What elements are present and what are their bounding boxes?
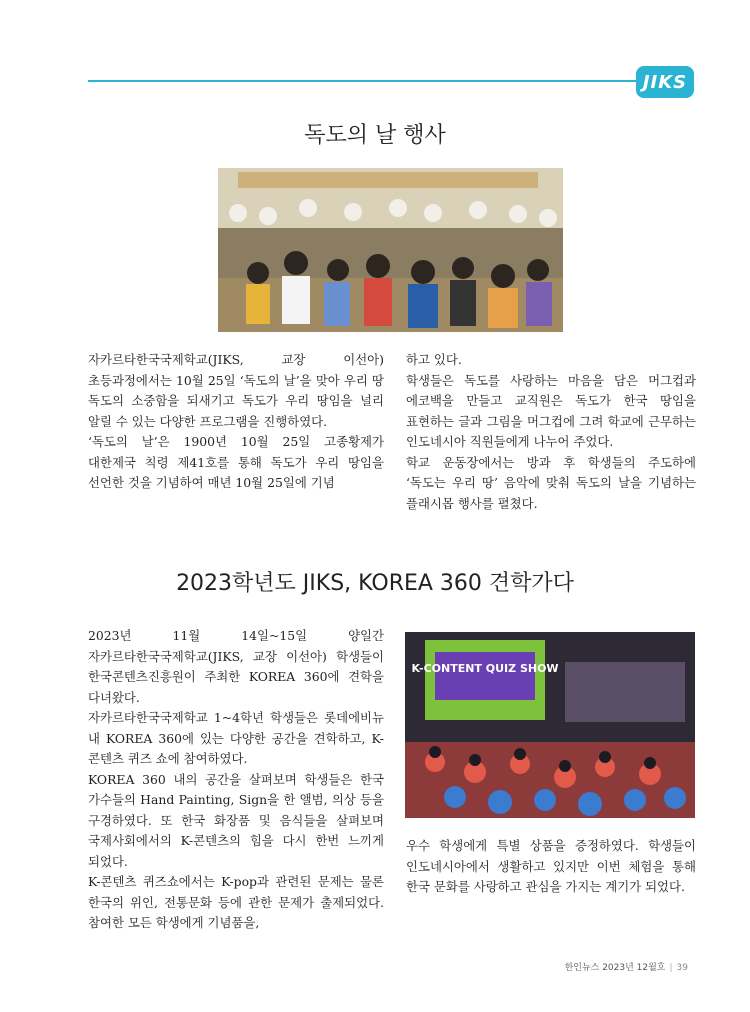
article2-title: 2023학년도 JIKS, KOREA 360 견학가다: [176, 571, 574, 596]
footer-divider: |: [669, 963, 673, 973]
paragraph: 우수 학생에게 특별 상품을 증정하였다. 학생들이 인도네시아에서 생활하고 있지만 이번 체험을 통해 한국 문화를 사랑하고 관심을 가지는 계기가 되었다.: [406, 838, 696, 894]
paragraph: 학생들은 독도를 사랑하는 마음을 담은 머그컵과 에코백을 만들고 교직원은 독도가 한국 땅임을 표현하는 글과 그림을 머그컵에 그려 학교에 근무하는 인도네시아 직원들에게 나누어 주었다.: [406, 372, 696, 449]
paragraph: 2023년 11월 14일~15일 양일간 자카르타한국국제학교(JIKS, 교장 이선아) 학생들이 한국콘텐츠진흥원이 주최한 KOREA 360에 견학을 다녀왔다.: [88, 628, 384, 705]
article1-column-left: [88, 350, 384, 494]
page-footer: [565, 960, 688, 973]
article2-column-right: [406, 836, 696, 898]
paragraph: 하고 있다.: [406, 352, 462, 367]
paragraph: KOREA 360 내의 공간을 살펴보며 학생들은 한국 가수들의 Hand Painting, Sign을 한 앨범, 의상 등을 구경하였다. 또 한국 화장품 및 음식들을 살펴보며 국제사회에서의 K-콘텐츠의 힘을 다시 한번 느끼게 되었다.: [88, 771, 384, 869]
article2-column-left: [88, 626, 384, 934]
paragraph: ‘독도의 날’은 1900년 10월 25일 고종황제가 대한제국 칙령 제41호를 통해 독도가 우리 땅임을 선언한 것을 기념하여 매년 10월 25일에 기념: [88, 434, 384, 490]
korea360-photo: [405, 632, 695, 818]
header-rule: [88, 80, 648, 82]
dokdo-day-photo: [218, 168, 563, 332]
article1-title: 독도의 날 행사: [304, 123, 446, 148]
paragraph: 학교 운동장에서는 방과 후 학생들의 주도하에 ‘독도는 우리 땅’ 음악에 맞춰 독도의 날을 기념하는 플래시몹 행사를 펼쳤다.: [406, 454, 696, 511]
page-number: 39: [676, 963, 688, 973]
issue-label: 한인뉴스 2023년 12월호: [564, 963, 666, 973]
jiks-logo: JIKS: [636, 66, 694, 98]
paragraph: 자카르타한국국제학교(JIKS, 교장 이선아) 초등과정에서는 10월 25일 ‘독도의 날’을 맞아 우리 땅 독도의 소중함을 되새기고 독도가 우리 땅임을 널리 알릴 수 있는 다양한 프로그램을 진행하였다.: [88, 352, 384, 429]
paragraph: K-콘텐츠 퀴즈쇼에서는 K-pop과 관련된 문제는 물론 한국의 위인, 전통문화 등에 관한 문제가 출제되었다. 참여한 모든 학생에게 기념품을,: [88, 874, 384, 930]
article1-column-right: [406, 350, 696, 514]
paragraph: 자카르타한국국제학교 1~4학년 학생들은 롯데에비뉴 내 KOREA 360에 있는 다양한 공간을 견학하고, K-콘텐츠 퀴즈 쇼에 참여하였다.: [88, 710, 384, 766]
screen-text: K-CONTENT QUIZ SHOW: [411, 662, 559, 675]
